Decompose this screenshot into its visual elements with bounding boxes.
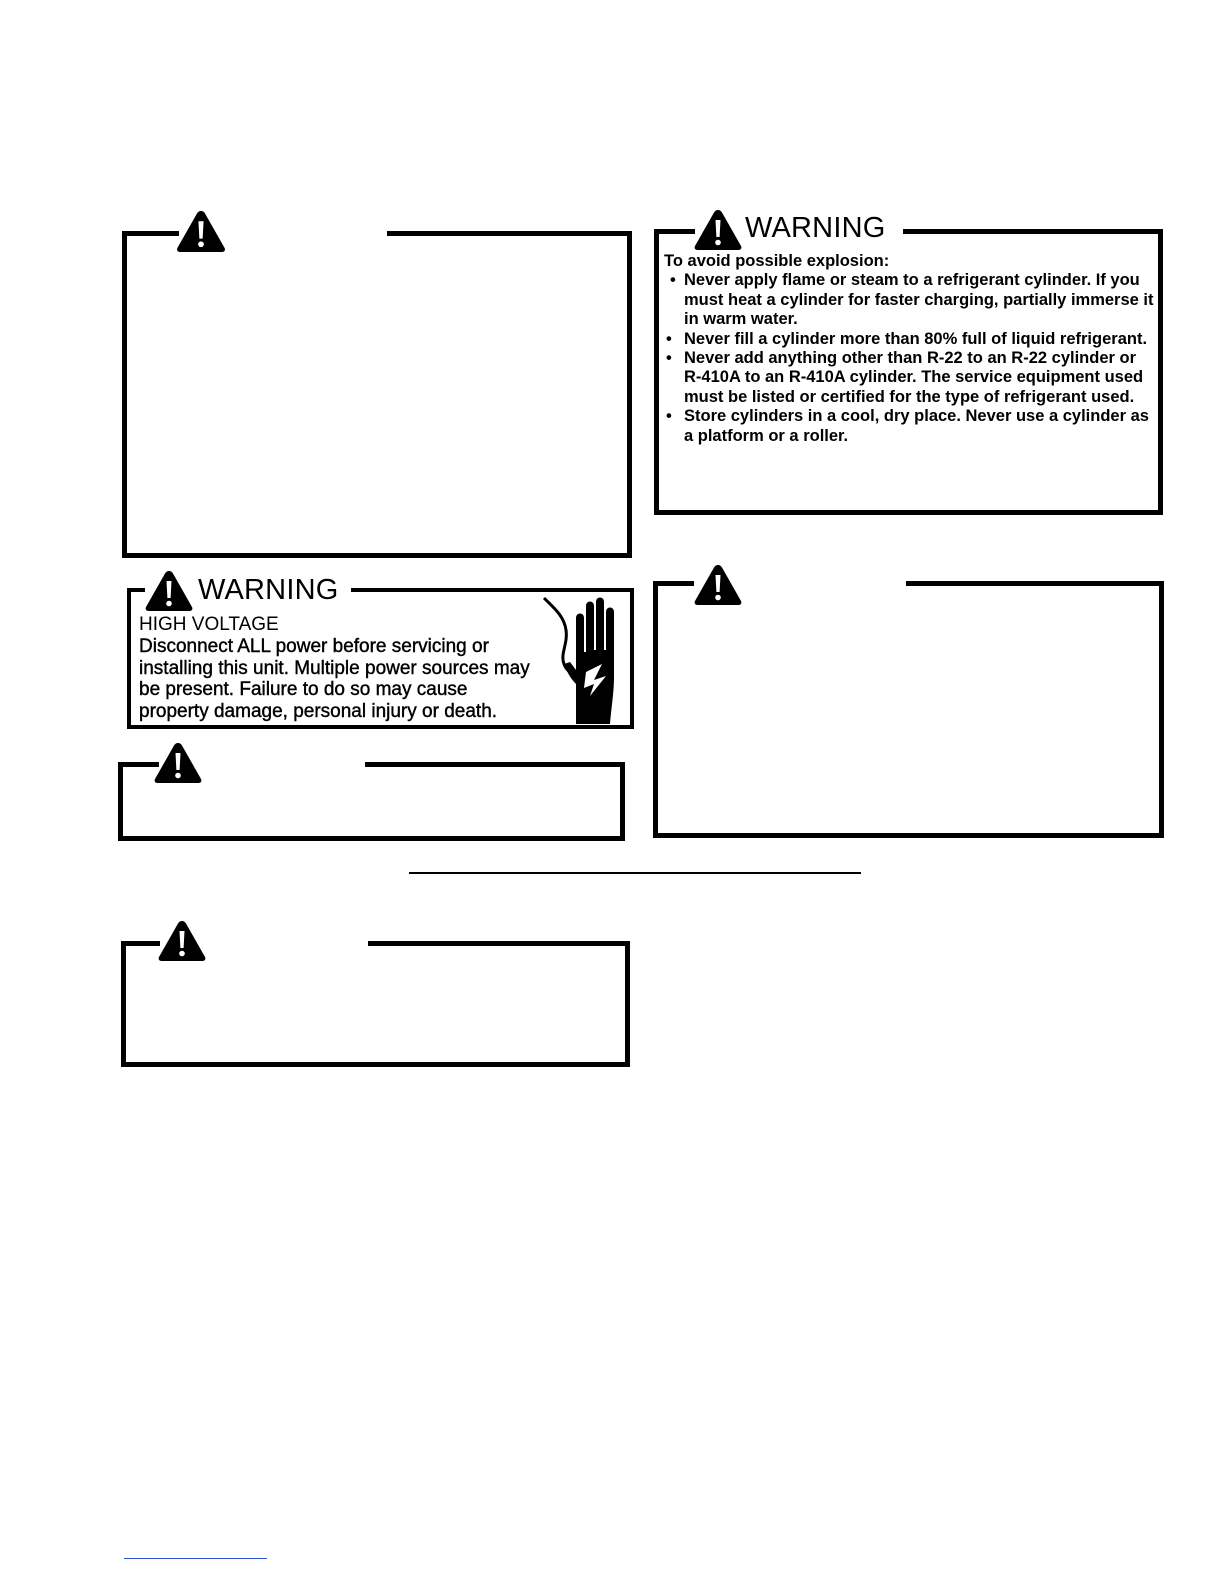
list-item — [664, 271, 1154, 329]
explosion-warning-text — [664, 252, 1154, 446]
bullet: • — [666, 329, 672, 348]
warning-box-empty-3 — [653, 581, 1164, 838]
list-item — [664, 330, 1154, 349]
warning-label: WARNING — [745, 212, 886, 244]
bullet: • — [666, 349, 672, 368]
list-item-text: Never fill a cylinder more than 80% full of liquid refrigerant. — [684, 329, 1148, 348]
bullet: • — [670, 271, 676, 290]
high-voltage-body: Disconnect ALL power before servicing or installing this unit. Multiple power sources may be present. Failure to do so may cause property damage, personal injury or death. — [139, 635, 530, 723]
list-item-text: Never add anything other than R-22 to an R-22 cylinder or R-410A to an R-410A cylinder. The service equipment used must be listed or certified for the type of refrigerant used. — [684, 349, 1144, 406]
warning-triangle-icon — [694, 564, 742, 606]
footer-rule — [124, 1558, 267, 1559]
warning-triangle-icon — [154, 742, 202, 784]
explosion-intro: To avoid possible explosion: — [664, 252, 890, 270]
warning-triangle-icon — [176, 210, 226, 253]
warning-triangle-icon — [145, 570, 193, 612]
list-item-text: Never apply flame or steam to a refrigerant cylinder. If you must heat a cylinder for faster charging, partially immerse it in warm water. — [684, 271, 1154, 329]
section-divider — [409, 872, 861, 874]
list-item-text: Store cylinders in a cool, dry place. Never use a cylinder as a platform or a roller. — [684, 407, 1149, 445]
high-voltage-text — [139, 614, 541, 723]
warning-triangle-icon — [694, 209, 742, 251]
list-item — [664, 407, 1154, 446]
warning-triangle-icon — [158, 920, 206, 962]
warning-label: WARNING — [198, 574, 339, 606]
bullet: • — [666, 407, 672, 426]
list-item — [664, 349, 1154, 407]
warning-box-empty-1 — [122, 231, 632, 558]
high-voltage-title: HIGH VOLTAGE — [139, 614, 279, 635]
electric-shock-hand-icon — [540, 592, 626, 726]
